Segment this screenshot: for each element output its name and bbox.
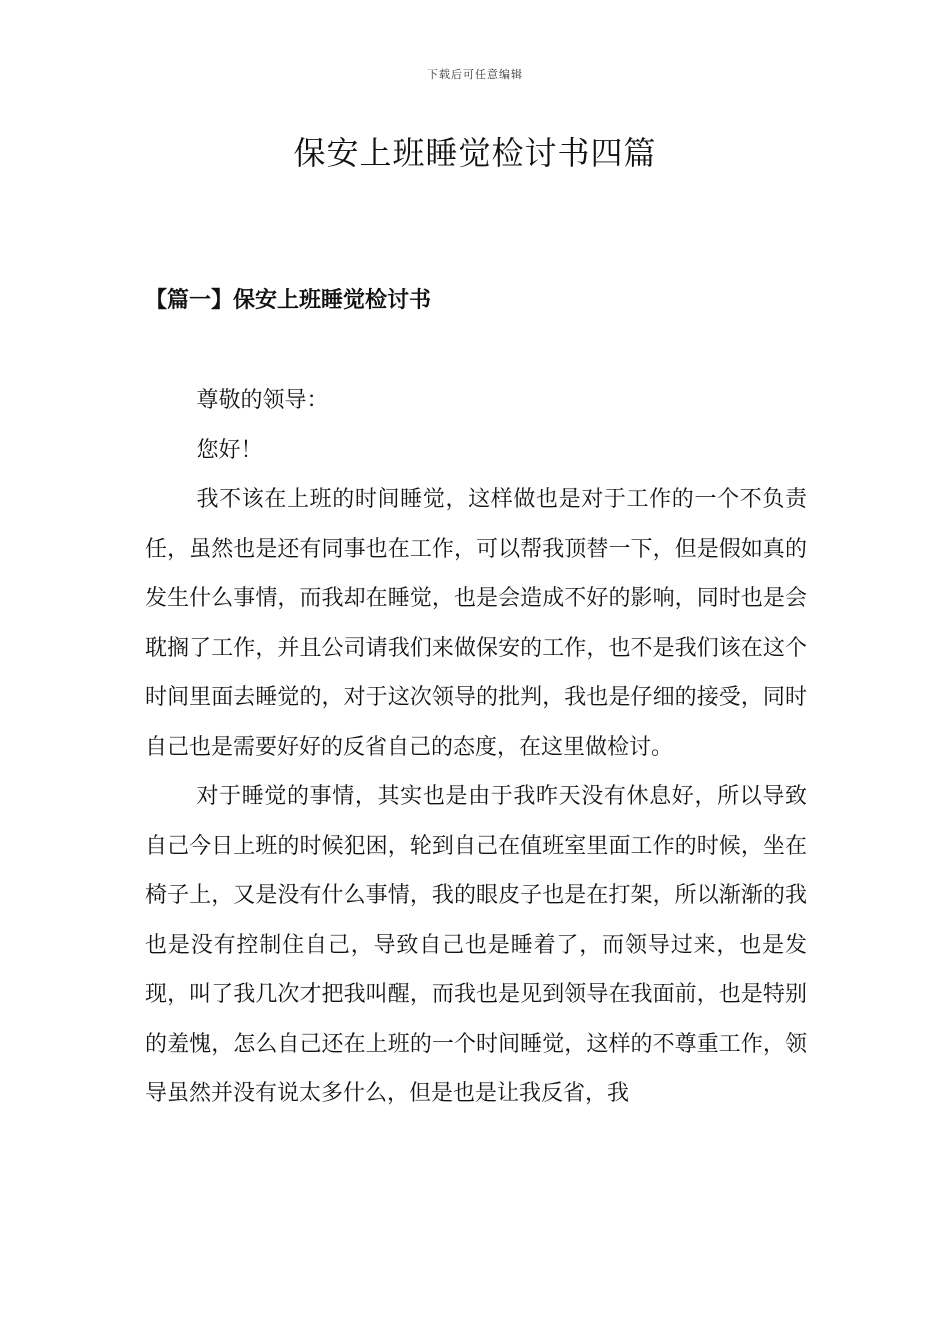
letter-body: [145, 376, 807, 1119]
document-title: 保安上班睡觉检讨书四篇: [293, 134, 657, 172]
header-note: 下载后可任意编辑: [427, 68, 523, 81]
section-heading: 【篇一】保安上班睡觉检讨书: [145, 287, 432, 313]
salutation: 尊敬的领导：: [196, 388, 329, 413]
paragraph-2: 对于睡觉的事情，其实也是由于我昨天没有休息好，所以导致自己今日上班的时候犯困，轮到自己在值班室里面工作的时候，坐在椅子上，又是没有什么事情，我的眼皮子也是在打架，所以渐渐的我也是没有控制住自己，导致自己也是睡着了，而领导过来，也是发现，叫了我几次才把我叫醒，而我也是见到领导在我面前，也是特别的羞愧，怎么自己还在上班的一个时间睡觉，这样的不尊重工作，领导虽然并没有说太多什么，但是也是让我反省，我: [145, 784, 807, 1106]
paragraph-1: 我不该在上班的时间睡觉，这样做也是对于工作的一个不负责任，虽然也是还有同事也在工作，可以帮我顶替一下，但是假如真的发生什么事情，而我却在睡觉，也是会造成不好的影响，同时也是会耽搁了工作，并且公司请我们来做保安的工作，也不是我们该在这个时间里面去睡觉的，对于这次领导的批判，我也是仔细的接受，同时自己也是需要好好的反省自己的态度，在这里做检讨。: [145, 487, 807, 760]
greeting: 您好！: [196, 437, 263, 463]
